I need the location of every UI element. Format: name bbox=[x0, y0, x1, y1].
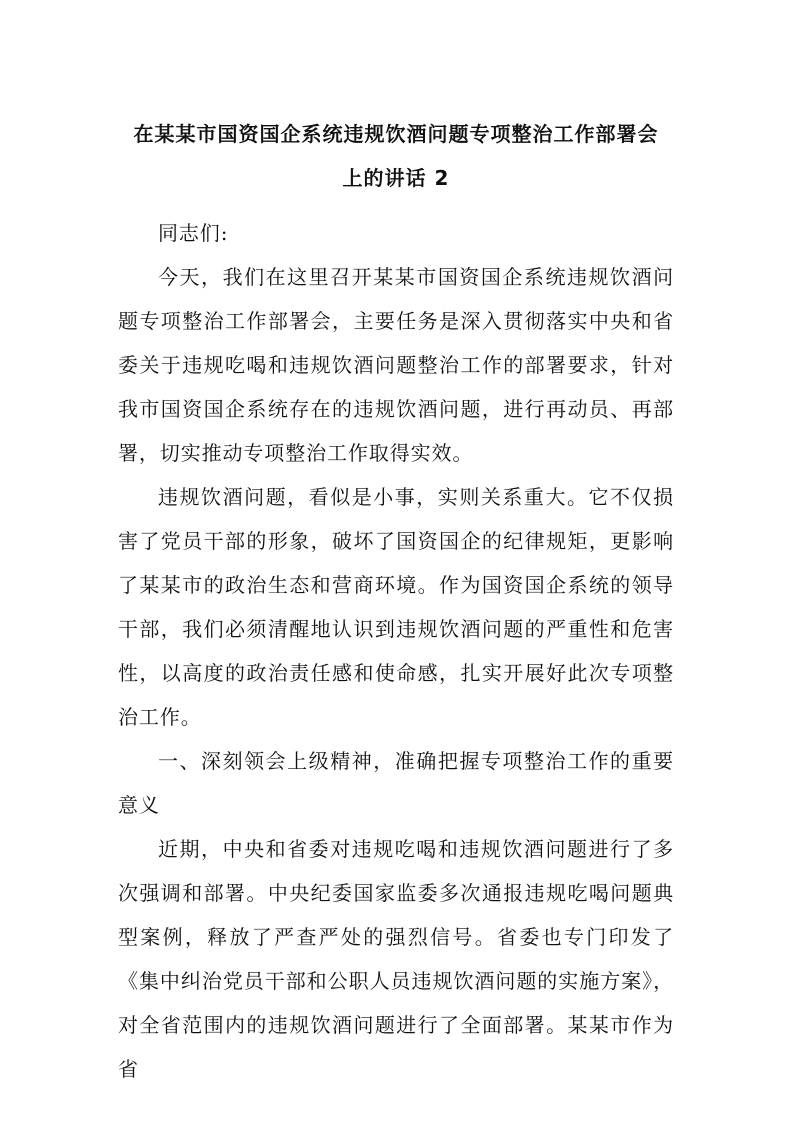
paragraph-significance: 违规饮酒问题，看似是小事，实则关系重大。它不仅损害了党员干部的形象，破坏了国资国企的纪律规矩，更影响了某某市的政治生态和营商环境。作为国资国企系统的领导干部，我们必须清醒地认识到违规饮酒问题的严重性和危害性，以高度的政治责任感和使命感，扎实开展好此次专项整治工作。 bbox=[118, 485, 674, 729]
title-line-2: 上的讲话 2 bbox=[342, 166, 450, 190]
salutation: 同志们: bbox=[158, 221, 229, 245]
paragraph-recent-deployment: 近期，中央和省委对违规吃喝和违规饮酒问题进行了多次强调和部署。中央纪委国家监委多次通报违规吃喝问题典型案例，释放了严查严处的强烈信号。省委也专门印发了《集中纠治党员干部和公职人员违规饮酒问题的实施方案》，对全省范围内的违规饮酒问题进行了全面部署。某某市作为省 bbox=[118, 837, 674, 1081]
document-page bbox=[118, 112, 674, 1091]
section-heading-1: 一、深刻领会上级精神，准确把握专项整治工作的重要意义 bbox=[118, 749, 674, 817]
paragraph-opening: 今天，我们在这里召开某某市国资国企系统违规饮酒问题专项整治工作部署会，主要任务是深入贯彻落实中央和省委关于违规吃喝和违规饮酒问题整治工作的部署要求，针对我市国资国企系统存在的违规饮酒问题，进行再动员、再部署，切实推动专项整治工作取得实效。 bbox=[118, 265, 674, 465]
document-title bbox=[118, 112, 674, 200]
title-line-1: 在某某市国资国企系统违规饮酒问题专项整治工作部署会 bbox=[133, 122, 659, 146]
